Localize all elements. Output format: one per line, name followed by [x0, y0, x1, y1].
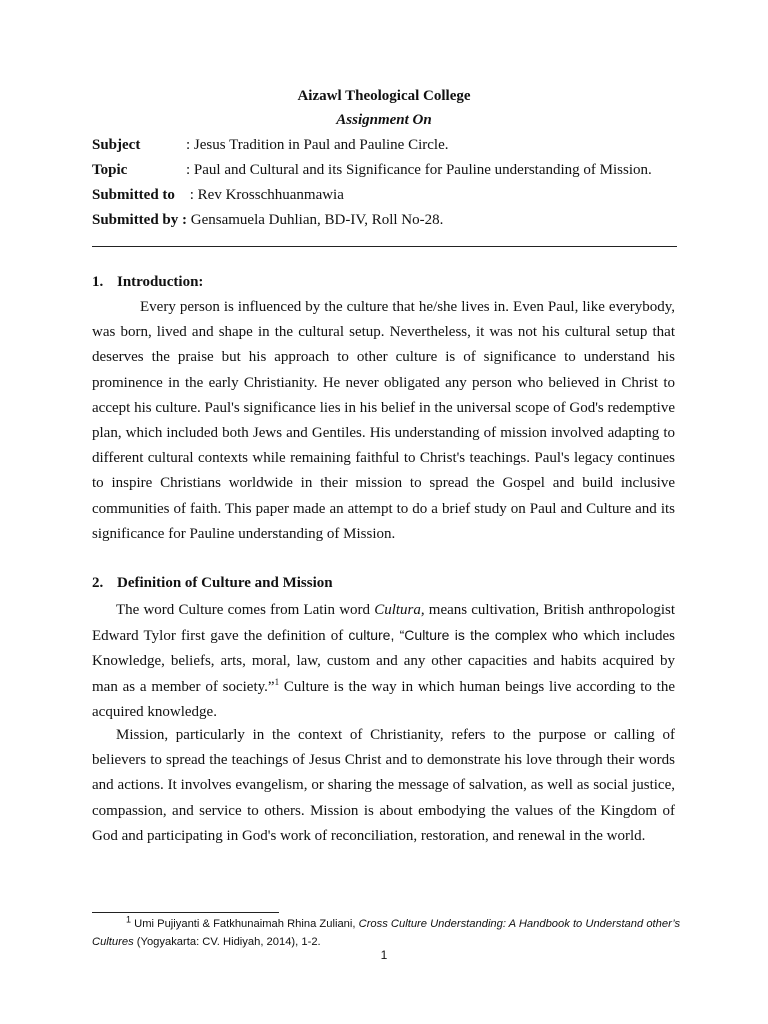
section-heading-introduction [92, 274, 203, 291]
meta-value: : Rev Krosschhuanmawia [186, 187, 344, 203]
meta-value: Gensamuela Duhlian, BD-IV, Roll No-28. [187, 212, 444, 228]
paragraph-text: , means cultivation, British anthropologist Edward Tylor first gave the definition of [92, 602, 675, 645]
footnote-separator [92, 912, 279, 913]
footnote [92, 915, 682, 951]
page-number: 1 [380, 948, 388, 962]
meta-value: : Jesus Tradition in Paul and Pauline Circle. [186, 137, 449, 153]
latin-term: Cultura [374, 602, 421, 618]
section-title: Introduction: [117, 274, 204, 290]
quote-text: culture, “Culture is the complex who [348, 627, 579, 644]
section-heading-definition [92, 575, 333, 592]
paragraph-text: Culture is the way in which human beings live according to the acquired knowledge. [92, 678, 675, 720]
footnote-reference[interactable]: 1 [274, 676, 280, 687]
culture-definition-paragraph [92, 598, 675, 725]
section-number: 1. [92, 274, 104, 290]
paragraph-text: Mission, particularly in the context of Christianity, refers to the purpose or calling of believers to spread the teachings of Jesus Christ and to demonstrate his love through their words and actions. It involves evangelism, or sharing the message of salvation, as well as social justice, compassion, and service to others. Mission is about embodying the values of the Kingdom of God and participating in God's work of reconciliation, restoration, and renewal in the world. [92, 727, 675, 844]
meta-submitted-to [92, 187, 344, 204]
meta-submitted-by [92, 212, 443, 229]
section-number: 2. [92, 575, 104, 591]
meta-key: Submitted to [92, 187, 175, 203]
header-divider [92, 246, 677, 247]
assignment-subtitle: Assignment On [336, 112, 432, 128]
paragraph-text: which includes Knowledge, beliefs, arts, moral, law, custom and any other capacities and habits acquired by man as a member of society.” [92, 628, 676, 695]
meta-subject [92, 137, 449, 154]
paragraph-text: Every person is influenced by the culture that he/she lives in. Even Paul, like everybody, was born, lived and shape in the cultural setup. Nevertheless, it was not his cultural setup that deserves the praise but his approach to other culture is of significance to understand his prominence in the early Christianity. He never obligated any person who believed in Christ to accept his culture. Paul's significance lies in his belief in the universal scope of God's redemptive plan, which included both Jews and Gentiles. His understanding of mission involved adapting to different cultural contexts while remaining faithful to Christ's teachings. Paul's legacy continues to inspire Christians worldwide in their mission to spread the Gospel and build inclusive communities of faith. This paper made an attempt to do a brief study on Paul and Culture and its significance for Pauline understanding of Mission. [92, 299, 675, 542]
meta-topic [92, 162, 652, 179]
footnote-publication: (Yogyakarta: CV. Hidiyah, 2014), 1-2. [133, 936, 321, 948]
section-title: Definition of Culture and Mission [117, 575, 333, 591]
footnote-authors: Umi Pujiyanti & Fatkhunaimah Rhina Zuliani, [131, 918, 359, 930]
paragraph-text: The word Culture comes from Latin word [116, 602, 375, 618]
footnote-book-title: Cross Culture Understanding: A Handbook to Understand other’s Cultures [92, 918, 681, 948]
meta-value: : Paul and Cultural and its Significance for Pauline understanding of Mission. [186, 162, 652, 178]
footnote-marker: 1 [126, 914, 132, 925]
mission-definition-paragraph [92, 723, 675, 849]
meta-key: Subject [92, 137, 141, 153]
college-title: Aizawl Theological College [297, 88, 471, 104]
introduction-paragraph [92, 295, 675, 547]
meta-key: Submitted by : [92, 212, 188, 228]
meta-key: Topic [92, 162, 128, 178]
